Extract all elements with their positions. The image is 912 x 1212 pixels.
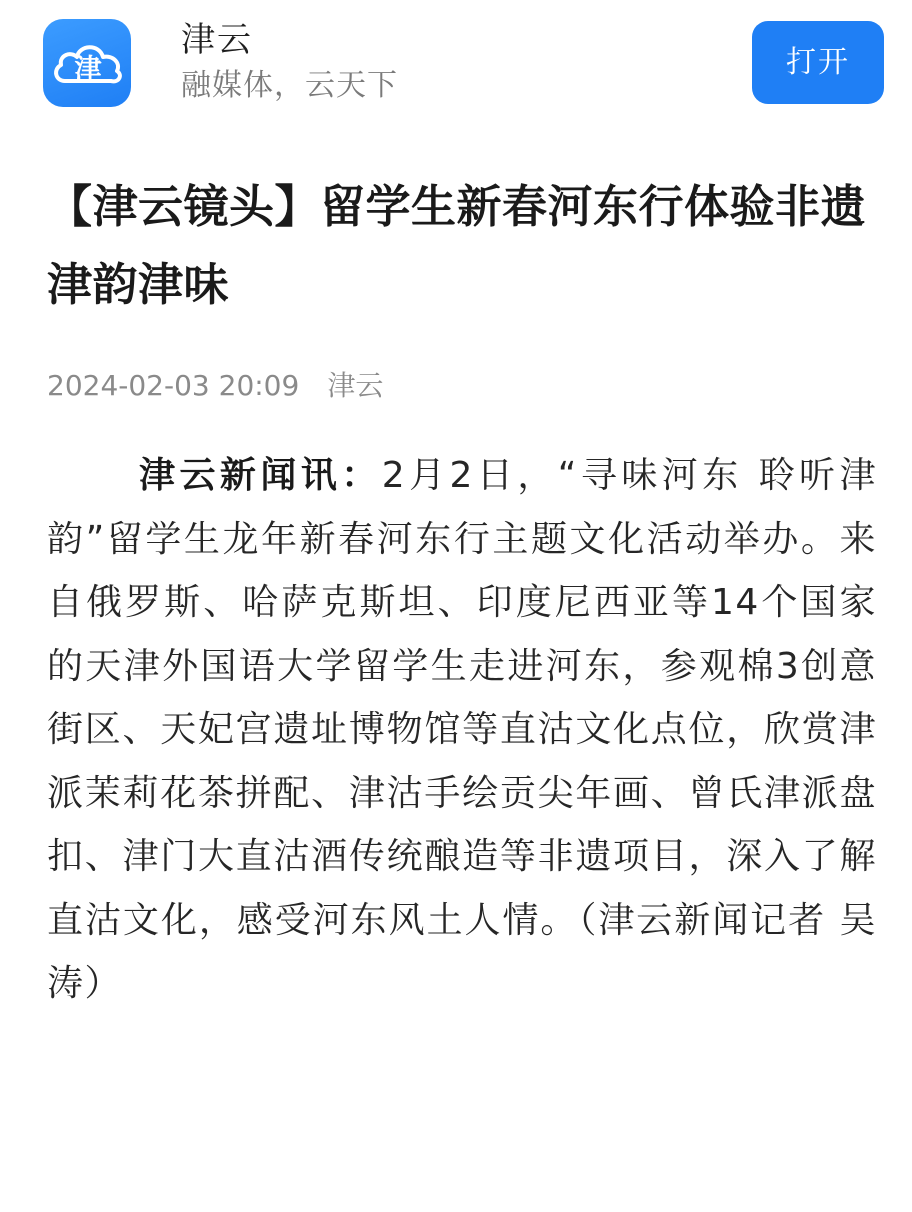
article-source: 津云: [327, 369, 384, 402]
app-name: 津云: [181, 20, 253, 60]
article-body-text: 2月2日，“寻味河东 聆听津韵”留学生龙年新春河东行主题文化活动举办。来自俄罗斯、哈萨克斯坦、印度尼西亚等14个国家的天津外国语大学留学生走进河东，参观棉3创意街区、天妃宫遗址博物馆等直沽文化点位，欣赏津派茉莉花茶拼配、津沽手绘贡尖年画、曾氏津派盘扣、津门大直沽酒传统酿造等非遗项目，深入了解直沽文化，感受河东风土人情。（津云新闻记者 吴涛）: [47, 455, 877, 1004]
app-download-banner: [0, 0, 912, 130]
app-logo-icon: [43, 19, 131, 107]
article: [47, 168, 877, 1052]
article-body: [47, 444, 877, 1016]
app-logo-char: 津: [74, 54, 102, 85]
open-app-button[interactable]: 打开: [752, 21, 884, 104]
article-title: 【津云镜头】留学生新春河东行体验非遗津韵津味: [47, 180, 867, 311]
article-lead: 津云新闻讯：: [139, 455, 382, 496]
app-slogan: 融媒体，云天下: [181, 68, 398, 103]
publish-date: 2024-02-03 20:09: [47, 369, 300, 402]
article-meta: [47, 366, 877, 406]
